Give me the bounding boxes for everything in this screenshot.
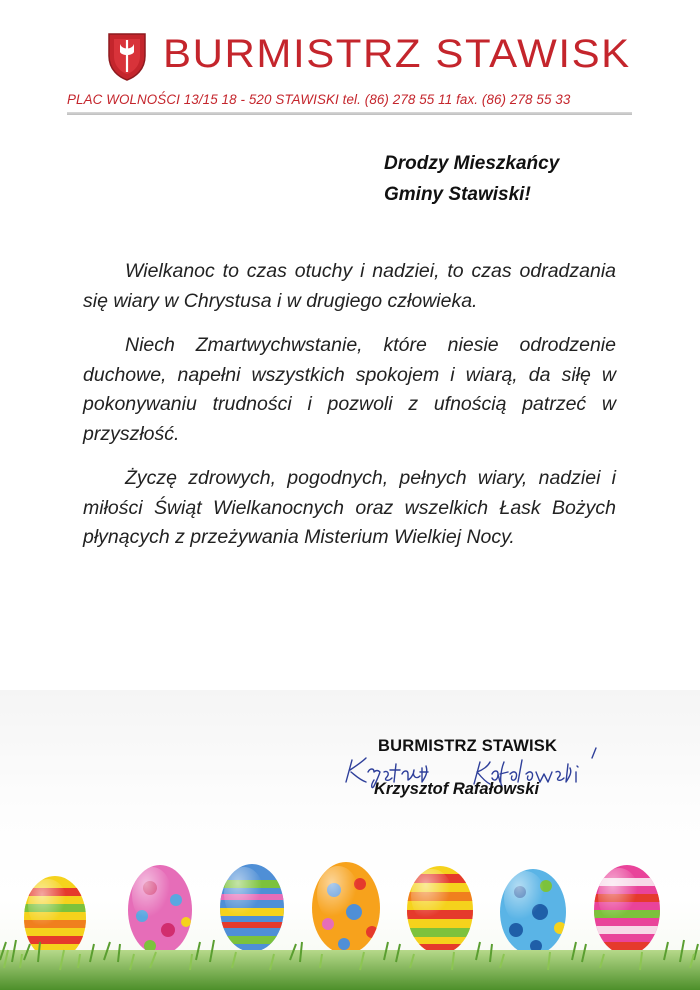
salutation-line-2: Gminy Stawiski! [384,184,531,205]
paragraph-2: Niech Zmartwychwstanie, które niesie odrodzenie duchowe, napełni wszystkich spokojem i wiarą, da siłę w pokonywaniu trudności i pozwoli z ufnością patrzeć w przyszłość. [83,334,616,445]
salutation-line-1: Drodzy Mieszkańcy [384,153,560,174]
salutation [384,148,559,210]
signature-name: Krzysztof Rafałowski [374,780,540,798]
coat-of-arms-icon [107,32,147,82]
paragraph-1: Wielkanoc to czas otuchy i nadziei, to czas odradzania się wiary w Chrystusa i w drugiego człowieka. [83,260,616,312]
paragraph-3: Życzę zdrowych, pogodnych, pełnych wiary, nadziei i miłości Świąt Wielkanocnych oraz wszelkich Łask Bożych płynących z przeżywania Misterium Wielkiej Nocy. [83,467,616,548]
letter-body [83,257,616,568]
signature-title: BURMISTRZ STAWISK [378,737,558,755]
letterhead-title: BURMISTRZ STAWISK [163,32,631,76]
letterhead [0,0,700,125]
easter-eggs-decoration [0,850,700,990]
letterhead-address: PLAC WOLNOŚCI 13/15 18 - 520 STAWISKI tel. (86) 278 55 11 fax. (86) 278 55 33 [67,92,571,107]
header-divider [67,112,632,115]
